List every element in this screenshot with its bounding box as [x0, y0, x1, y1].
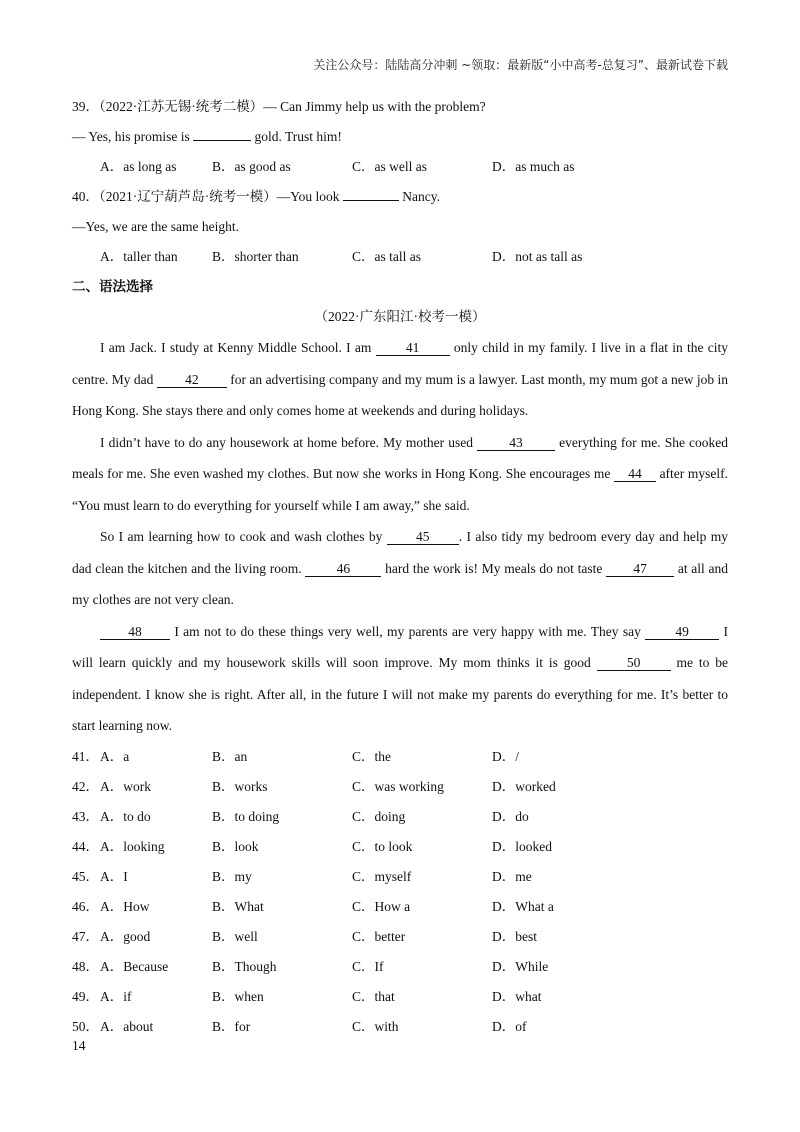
question-number: 39． — [72, 99, 99, 114]
answer-options-list — [72, 742, 728, 1042]
option-a: A．work — [100, 778, 151, 794]
answer-row-46 — [72, 892, 728, 922]
answer-row-42 — [72, 772, 728, 802]
question-number: 50． — [72, 1018, 99, 1034]
question-39-options — [72, 152, 728, 182]
option-c: C．How a — [352, 898, 411, 914]
question-source: （2022·江苏无锡·统考二模） — [99, 99, 264, 114]
question-number: 45． — [72, 868, 99, 884]
option-d: D．as much as — [492, 159, 575, 174]
option-b: B．when — [212, 988, 264, 1004]
question-40-options — [72, 242, 728, 272]
answer-row-47 — [72, 922, 728, 952]
gap-48: 48 — [100, 625, 170, 640]
option-b: B．to doing — [212, 808, 280, 824]
option-a: A．Because — [100, 958, 169, 974]
question-39-stem — [72, 92, 728, 122]
option-a: A．good — [100, 928, 151, 944]
option-c: C．the — [352, 748, 391, 764]
option-d: D．/ — [492, 748, 519, 764]
option-a: A．looking — [100, 838, 165, 854]
passage-text: I am not to do these things very well, my parents are very happy with me. They say — [174, 623, 641, 639]
question-number: 48． — [72, 958, 99, 974]
option-c: C．as well as — [352, 159, 427, 174]
gap-42: 42 — [157, 373, 227, 388]
question-number: 40． — [72, 189, 99, 204]
option-c: C．If — [352, 958, 384, 974]
passage-text: I am Jack. I study at Kenny Middle School. I am — [100, 340, 372, 355]
question-text: Nancy. — [402, 189, 441, 204]
question-number: 41． — [72, 748, 99, 764]
option-b: B．shorter than — [212, 249, 299, 264]
answer-row-41 — [72, 742, 728, 772]
answer-blank — [343, 184, 399, 201]
option-d: D．worked — [492, 778, 556, 794]
option-a: A．a — [100, 748, 130, 764]
gap-41: 41 — [376, 341, 450, 356]
passage-paragraph-3 — [72, 521, 728, 616]
option-c: C．that — [352, 988, 395, 1004]
passage-text: at all and my clothes are not very clean. — [72, 560, 729, 607]
question-39-line2 — [72, 122, 728, 152]
gap-45: 45 — [387, 530, 459, 545]
passage-text: hard the work is! My meals do not taste — [385, 560, 603, 576]
option-a: A．to do — [100, 808, 151, 824]
option-c: C．with — [352, 1018, 399, 1034]
question-text: gold. Trust him! — [254, 129, 342, 144]
answer-row-43 — [72, 802, 728, 832]
question-number: 43． — [72, 808, 99, 824]
option-c: C．better — [352, 928, 406, 944]
option-b: B．well — [212, 928, 258, 944]
option-a: A．if — [100, 988, 132, 1004]
question-source: （2021·辽宁葫芦岛·统考一模） — [99, 189, 277, 204]
question-40-line2: —Yes, we are the same height. — [72, 219, 239, 234]
option-d: D．While — [492, 958, 549, 974]
question-number: 46． — [72, 898, 99, 914]
page-header: 关注公众号：陆陆高分冲刺 ~领取：最新版“小中高考-总复习”、最新试卷下载 — [313, 58, 728, 72]
option-a: A．taller than — [100, 249, 178, 264]
page-number: 14 — [72, 1038, 86, 1053]
option-d: D．do — [492, 808, 529, 824]
question-text: — Can Jimmy help us with the problem? — [263, 99, 486, 114]
option-b: B．works — [212, 778, 268, 794]
passage-text: So I am learning how to cook and wash clothes by — [100, 529, 383, 544]
answer-blank — [193, 124, 251, 141]
passage-text: everything for me. She cooked meals for me. She even washed my clothes. But now she works in Hong Kong. She encourages me — [72, 434, 729, 481]
option-d: D．What a — [492, 898, 554, 914]
passage-paragraph-1 — [72, 332, 728, 427]
section-title: 二、语法选择 — [72, 279, 153, 295]
answer-row-48 — [72, 952, 728, 982]
option-d: D．best — [492, 928, 537, 944]
option-d: D．of — [492, 1018, 527, 1034]
passage-paragraph-2 — [72, 427, 728, 522]
gap-47: 47 — [606, 562, 674, 577]
option-d: D．not as tall as — [492, 249, 583, 264]
answer-row-45 — [72, 862, 728, 892]
gap-49: 49 — [645, 625, 719, 640]
passage-text: after myself. “You must learn to do everything for yourself while I am away,” she said. — [72, 466, 728, 513]
option-a: A．as long as — [100, 159, 177, 174]
question-number: 44． — [72, 838, 99, 854]
gap-43: 43 — [477, 436, 555, 451]
option-b: B．an — [212, 748, 248, 764]
option-c: C．myself — [352, 868, 412, 884]
answer-row-50 — [72, 1012, 728, 1042]
answer-row-49 — [72, 982, 728, 1012]
option-b: B．as good as — [212, 159, 291, 174]
option-c: C．as tall as — [352, 249, 421, 264]
option-d: D．what — [492, 988, 542, 1004]
option-c: C．doing — [352, 808, 406, 824]
question-number: 49． — [72, 988, 99, 1004]
option-d: D．me — [492, 868, 532, 884]
gap-44: 44 — [614, 467, 656, 482]
worksheet-content — [72, 92, 728, 1042]
passage-text: I will learn quickly and my housework skills will soon improve. My mom thinks it is good — [72, 623, 729, 670]
question-number: 47． — [72, 928, 99, 944]
question-text: — Yes, his promise is — [72, 129, 190, 144]
passage-text: . I also tidy my bedroom every day and help my dad clean the kitchen and the living room. — [72, 529, 728, 576]
answer-row-44 — [72, 832, 728, 862]
option-b: B．What — [212, 898, 264, 914]
option-a: A．about — [100, 1018, 154, 1034]
option-c: C．was working — [352, 778, 444, 794]
passage-text: me to be independent. I know she is right. After all, in the future I will not make my parents do everything for me. It’s better to start learning now. — [72, 655, 729, 733]
passage-text: I didn’t have to do any housework at home before. My mother used — [100, 434, 473, 450]
question-40-stem — [72, 182, 728, 212]
option-b: B．look — [212, 838, 259, 854]
option-b: B．for — [212, 1018, 251, 1034]
passage-text: for an advertising company and my mum is a lawyer. Last month, my mum got a new job in Hong Kong. She stays there and only comes home at weekends and during holidays. — [72, 371, 729, 418]
option-a: A．How — [100, 898, 150, 914]
option-b: B．Though — [212, 958, 277, 974]
question-number: 42． — [72, 778, 99, 794]
gap-50: 50 — [597, 656, 671, 671]
passage-text: only child in my family. I live in a flat in the city centre. My dad — [72, 340, 728, 387]
question-text: —You look — [276, 189, 340, 204]
passage-paragraph-4 — [72, 616, 728, 742]
option-a: A．I — [100, 868, 128, 884]
option-d: D．looked — [492, 838, 552, 854]
gap-46: 46 — [305, 562, 381, 577]
option-b: B．my — [212, 868, 252, 884]
option-c: C．to look — [352, 838, 413, 854]
passage-source: （2022·广东阳江·校考一模） — [314, 309, 486, 324]
